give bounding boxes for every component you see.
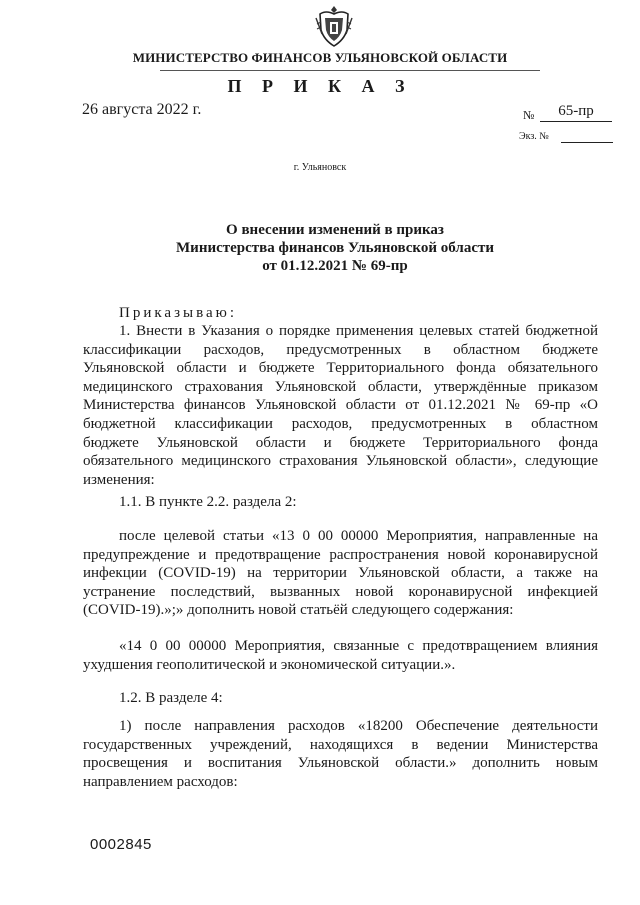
document-serial-number: 0002845 (90, 836, 152, 853)
text-line: обязательного медицинского страхования Ульяновской области», следующие (83, 453, 598, 470)
text-line: «14 0 00 00000 Мероприятия, связанные с предотвращением влияния (119, 638, 598, 654)
text-line: направлением расходов: (83, 773, 238, 790)
number-label: № (523, 108, 535, 122)
copy-number-label: Экз. № (519, 131, 549, 142)
paragraph-1 (83, 322, 598, 489)
text-line: 1) после направления расходов «18200 Обеспечение деятельности (119, 718, 598, 734)
title-line: О внесении изменений в приказ (226, 222, 444, 238)
text-line: предупреждение и предотвращение распространения новой коронавирусной (83, 546, 598, 563)
text-line: медицинского страхования Ульяновской области, утверждённые приказом (83, 378, 598, 395)
text-line: бюджете Ульяновской области и бюджете Территориального фонда (83, 434, 598, 451)
title-line: от 01.12.2021 № 69-пр (262, 258, 408, 274)
subsection-1-2: 1.2. В разделе 4: (119, 690, 223, 706)
title-line: Министерства финансов Ульяновской области (176, 240, 494, 256)
text-line: 1. Внести в Указания о порядке применения целевых статей бюджетной (119, 323, 598, 339)
text-line: инфекции (COVID-19) на территории Ульяновской области, а также на (83, 565, 598, 582)
paragraph-3 (83, 637, 598, 674)
text-line: Министерства финансов Ульяновской области от 01.12.2021 № 69-пр «О (83, 397, 598, 414)
copy-number-line (561, 142, 613, 143)
document-type: П Р И К А З (227, 76, 413, 96)
text-line: классификации расходов, предусмотренных в областном бюджете (83, 341, 598, 358)
coat-of-arms-icon (314, 4, 354, 48)
text-line: после целевой статьи «13 0 00 00000 Мероприятия, направленные на (119, 528, 598, 544)
paragraph-4 (83, 717, 598, 791)
orders-word: Приказываю: (119, 305, 237, 321)
text-line: просвещения и воспитания Ульяновской области.» дополнить новым (83, 755, 598, 772)
text-line: государственных учреждений, находящихся в ведении Министерства (83, 736, 598, 753)
ministry-name: МИНИСТЕРСТВО ФИНАНСОВ УЛЬЯНОВСКОЙ ОБЛАСТИ (132, 50, 508, 65)
text-line: изменения: (83, 471, 155, 488)
subsection-1-1: 1.1. В пункте 2.2. раздела 2: (119, 494, 297, 510)
text-line: устранение последствий, вызванных новой коронавирусной инфекцией (83, 583, 598, 600)
text-line: бюджетной классификации расходов, предусмотренных в областном (83, 415, 598, 432)
document-number: 65-пр (540, 102, 612, 122)
text-line: ухудшения геополитической и экономической ситуации.». (83, 656, 456, 673)
text-line: (COVID-19).»;» дополнить новой статьёй следующего содержания: (83, 602, 514, 619)
city: г. Ульяновск (293, 162, 347, 173)
text-line: Ульяновской области и бюджете Территориального фонда обязательного (83, 360, 598, 377)
header-divider (160, 70, 540, 71)
document-title (100, 221, 570, 275)
paragraph-2 (83, 527, 598, 620)
document-date: 26 августа 2022 г. (82, 101, 202, 118)
